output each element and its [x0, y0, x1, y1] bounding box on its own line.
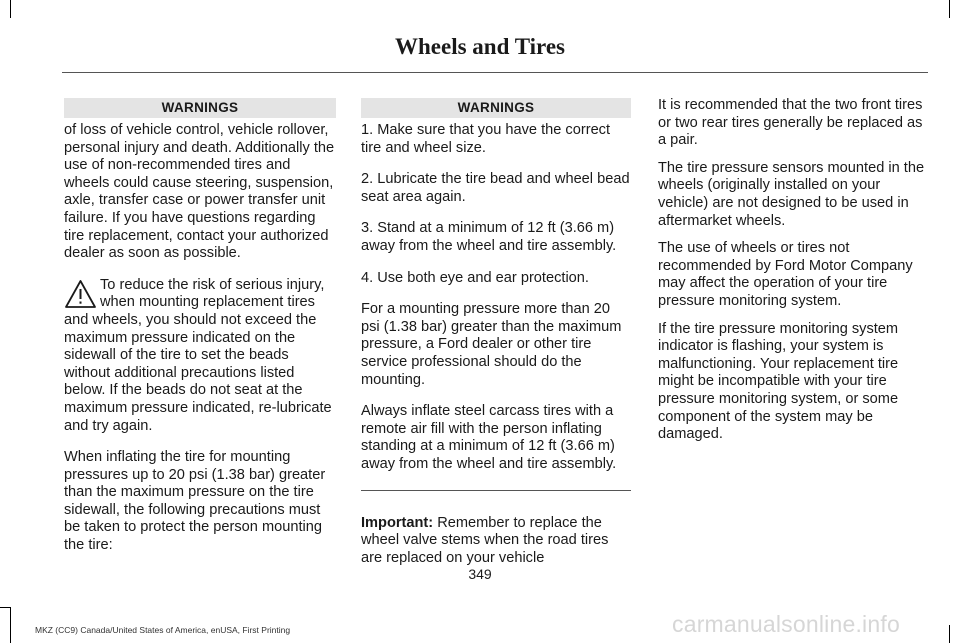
body-paragraph: The tire pressure sensors mounted in the wheels (originally installed on your vehicle) are not designed to be used in aftermarket wheels. — [658, 159, 925, 229]
body-paragraph: If the tire pressure monitoring system indicator is flashing, your system is malfunctioning. Your replacement tire might be incompatible with your tire pressure monitoring system, or some component of the system may be damaged. — [658, 320, 899, 443]
crop-mark — [949, 0, 950, 18]
column-left — [64, 98, 336, 569]
warnings-end-divider — [361, 490, 631, 491]
body-paragraph: The use of wheels or tires not recommended by Ford Motor Company may affect the operation of your tire pressure monitoring system. — [658, 240, 913, 309]
warning-item: 4. Use both eye and ear protection. — [361, 269, 589, 286]
page-number: 349 — [468, 566, 492, 582]
important-label: Important: — [361, 514, 434, 531]
warning-item: 3. Stand at a minimum of 12 ft (3.66 m) away from the wheel and tire assembly. — [361, 220, 617, 254]
edition-footer: MKZ (CC9) Canada/United States of America, enUSA, First Printing — [35, 625, 291, 635]
crop-mark — [949, 625, 950, 643]
warning-item: Always inflate steel carcass tires with a remote air fill with the person inflating standing at a minimum of 12 ft (3.66 m) away from the wheel and tire assembly. — [361, 403, 617, 472]
warning-item: 2. Lubricate the tire bead and wheel bead seat area again. — [361, 171, 630, 205]
crop-mark — [0, 607, 10, 608]
crop-mark — [10, 607, 11, 643]
warning-paragraph-with-icon — [64, 277, 336, 435]
warning-item: For a mounting pressure more than 20 psi (1.38 bar) greater than the maximum pressure, a Ford dealer or other tire service professional should do the mounting. — [361, 301, 622, 388]
crop-mark — [10, 0, 11, 18]
warning-item: 1. Make sure that you have the correct tire and wheel size. — [361, 122, 611, 156]
warnings-header: WARNINGS — [361, 98, 631, 118]
column-middle — [361, 98, 631, 581]
header-divider — [62, 72, 928, 73]
body-paragraph: It is recommended that the two front tires or two rear tires generally be replaced as a pair. — [658, 97, 923, 149]
watermark: carmanualsonline.info — [672, 611, 900, 637]
warning-triangle-icon — [64, 279, 97, 309]
warnings-header: WARNINGS — [64, 98, 336, 118]
warning-paragraph: When inflating the tire for mounting pressures up to 20 psi (1.38 bar) greater than the maximum pressure on the tire sidewall, the following precautions must be taken to protect the person mounting the tire: — [64, 449, 326, 554]
important-note — [361, 515, 631, 568]
column-right — [658, 97, 930, 454]
page-title: Wheels and Tires — [395, 34, 565, 59]
important-text: Remember to replace the wheel valve stems when the road tires are replaced on your vehicle — [361, 514, 609, 566]
warning-text: To reduce the risk of serious injury, when mounting replacement tires and wheels, you should not exceed the maximum pressure indicated on the sidewall of the tire to set the beads without additional precautions listed below. If the beads do not seat at the maximum pressure indicated, re-lubricate and try again. — [64, 276, 332, 434]
warning-paragraph: of loss of vehicle control, vehicle rollover, personal injury and death. Additionally the use of non-recommended tires and wheels could cause steering, suspension, axle, transfer case or power transfer unit failure. If you have questions regarding tire replacement, contact your authorized dealer as soon as possible. — [64, 122, 335, 262]
